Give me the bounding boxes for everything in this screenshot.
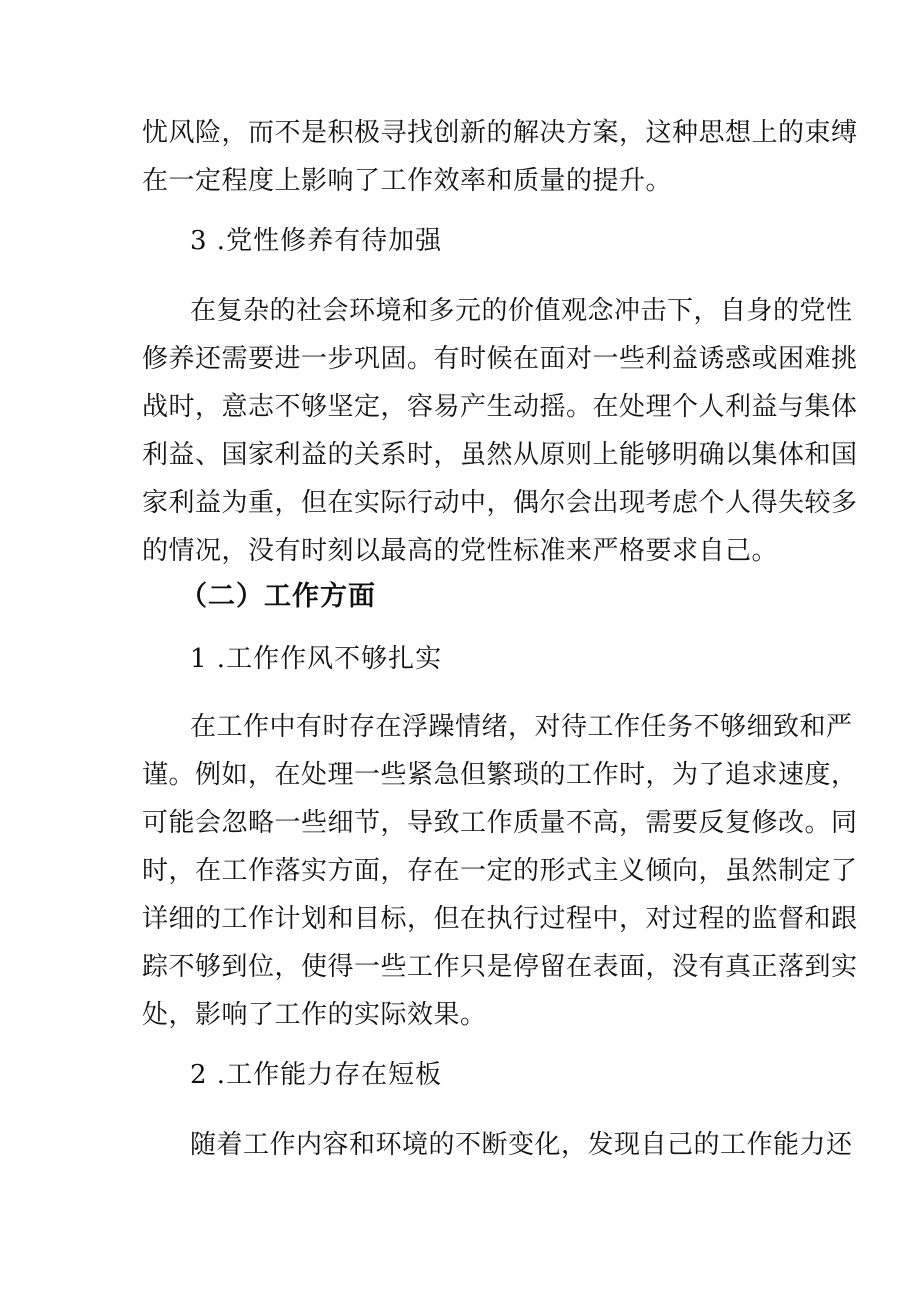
subheading-2: 2 .工作能力存在短板 [190,1060,443,1090]
subheading-3: 3 .党性修养有待加强 [190,226,443,256]
paragraph-line: 修养还需要进一步巩固。有时候在面对一些利益诱惑或困难挑 [142,344,858,374]
paragraph-line: 战时，意志不够坚定，容易产生动摇。在处理个人利益与集体 [142,392,858,422]
paragraph-line: 谨。例如，在处理一些紧急但繁琐的工作时，为了追求速度， [142,760,858,790]
paragraph-line: 时，在工作落实方面，存在一定的形式主义倾向，虽然制定了 [142,856,858,886]
paragraph-line: 处，影响了工作的实际效果。 [142,1000,487,1030]
paragraph-line: 在复杂的社会环境和多元的价值观念冲击下，自身的党性 [190,296,853,326]
paragraph-line: 在一定程度上影响了工作效率和质量的提升。 [142,166,673,196]
paragraph-line: 详细的工作计划和目标，但在执行过程中，对过程的监督和跟 [142,904,858,934]
paragraph-line: 可能会忽略一些细节，导致工作质量不高，需要反复修改。同 [142,808,858,838]
paragraph-line: 的情况，没有时刻以最高的党性标准来严格要求自己。 [142,536,779,566]
paragraph-line: 随着工作内容和环境的不断变化，发现自己的工作能力还 [190,1130,853,1160]
section-heading: （二）工作方面 [180,581,376,612]
paragraph-line: 忧风险，而不是积极寻找创新的解决方案，这种思想上的束缚 [142,118,858,148]
paragraph-line: 踪不够到位，使得一些工作只是停留在表面，没有真正落到实 [142,952,858,982]
paragraph-line: 利益、国家利益的关系时，虽然从原则上能够明确以集体和国 [142,440,858,470]
subheading-1: 1 .工作作风不够扎实 [190,644,443,674]
paragraph-line: 家利益为重，但在实际行动中，偶尔会出现考虑个人得失较多 [142,488,858,518]
paragraph-line: 在工作中有时存在浮躁情绪，对待工作任务不够细致和严 [190,712,853,742]
